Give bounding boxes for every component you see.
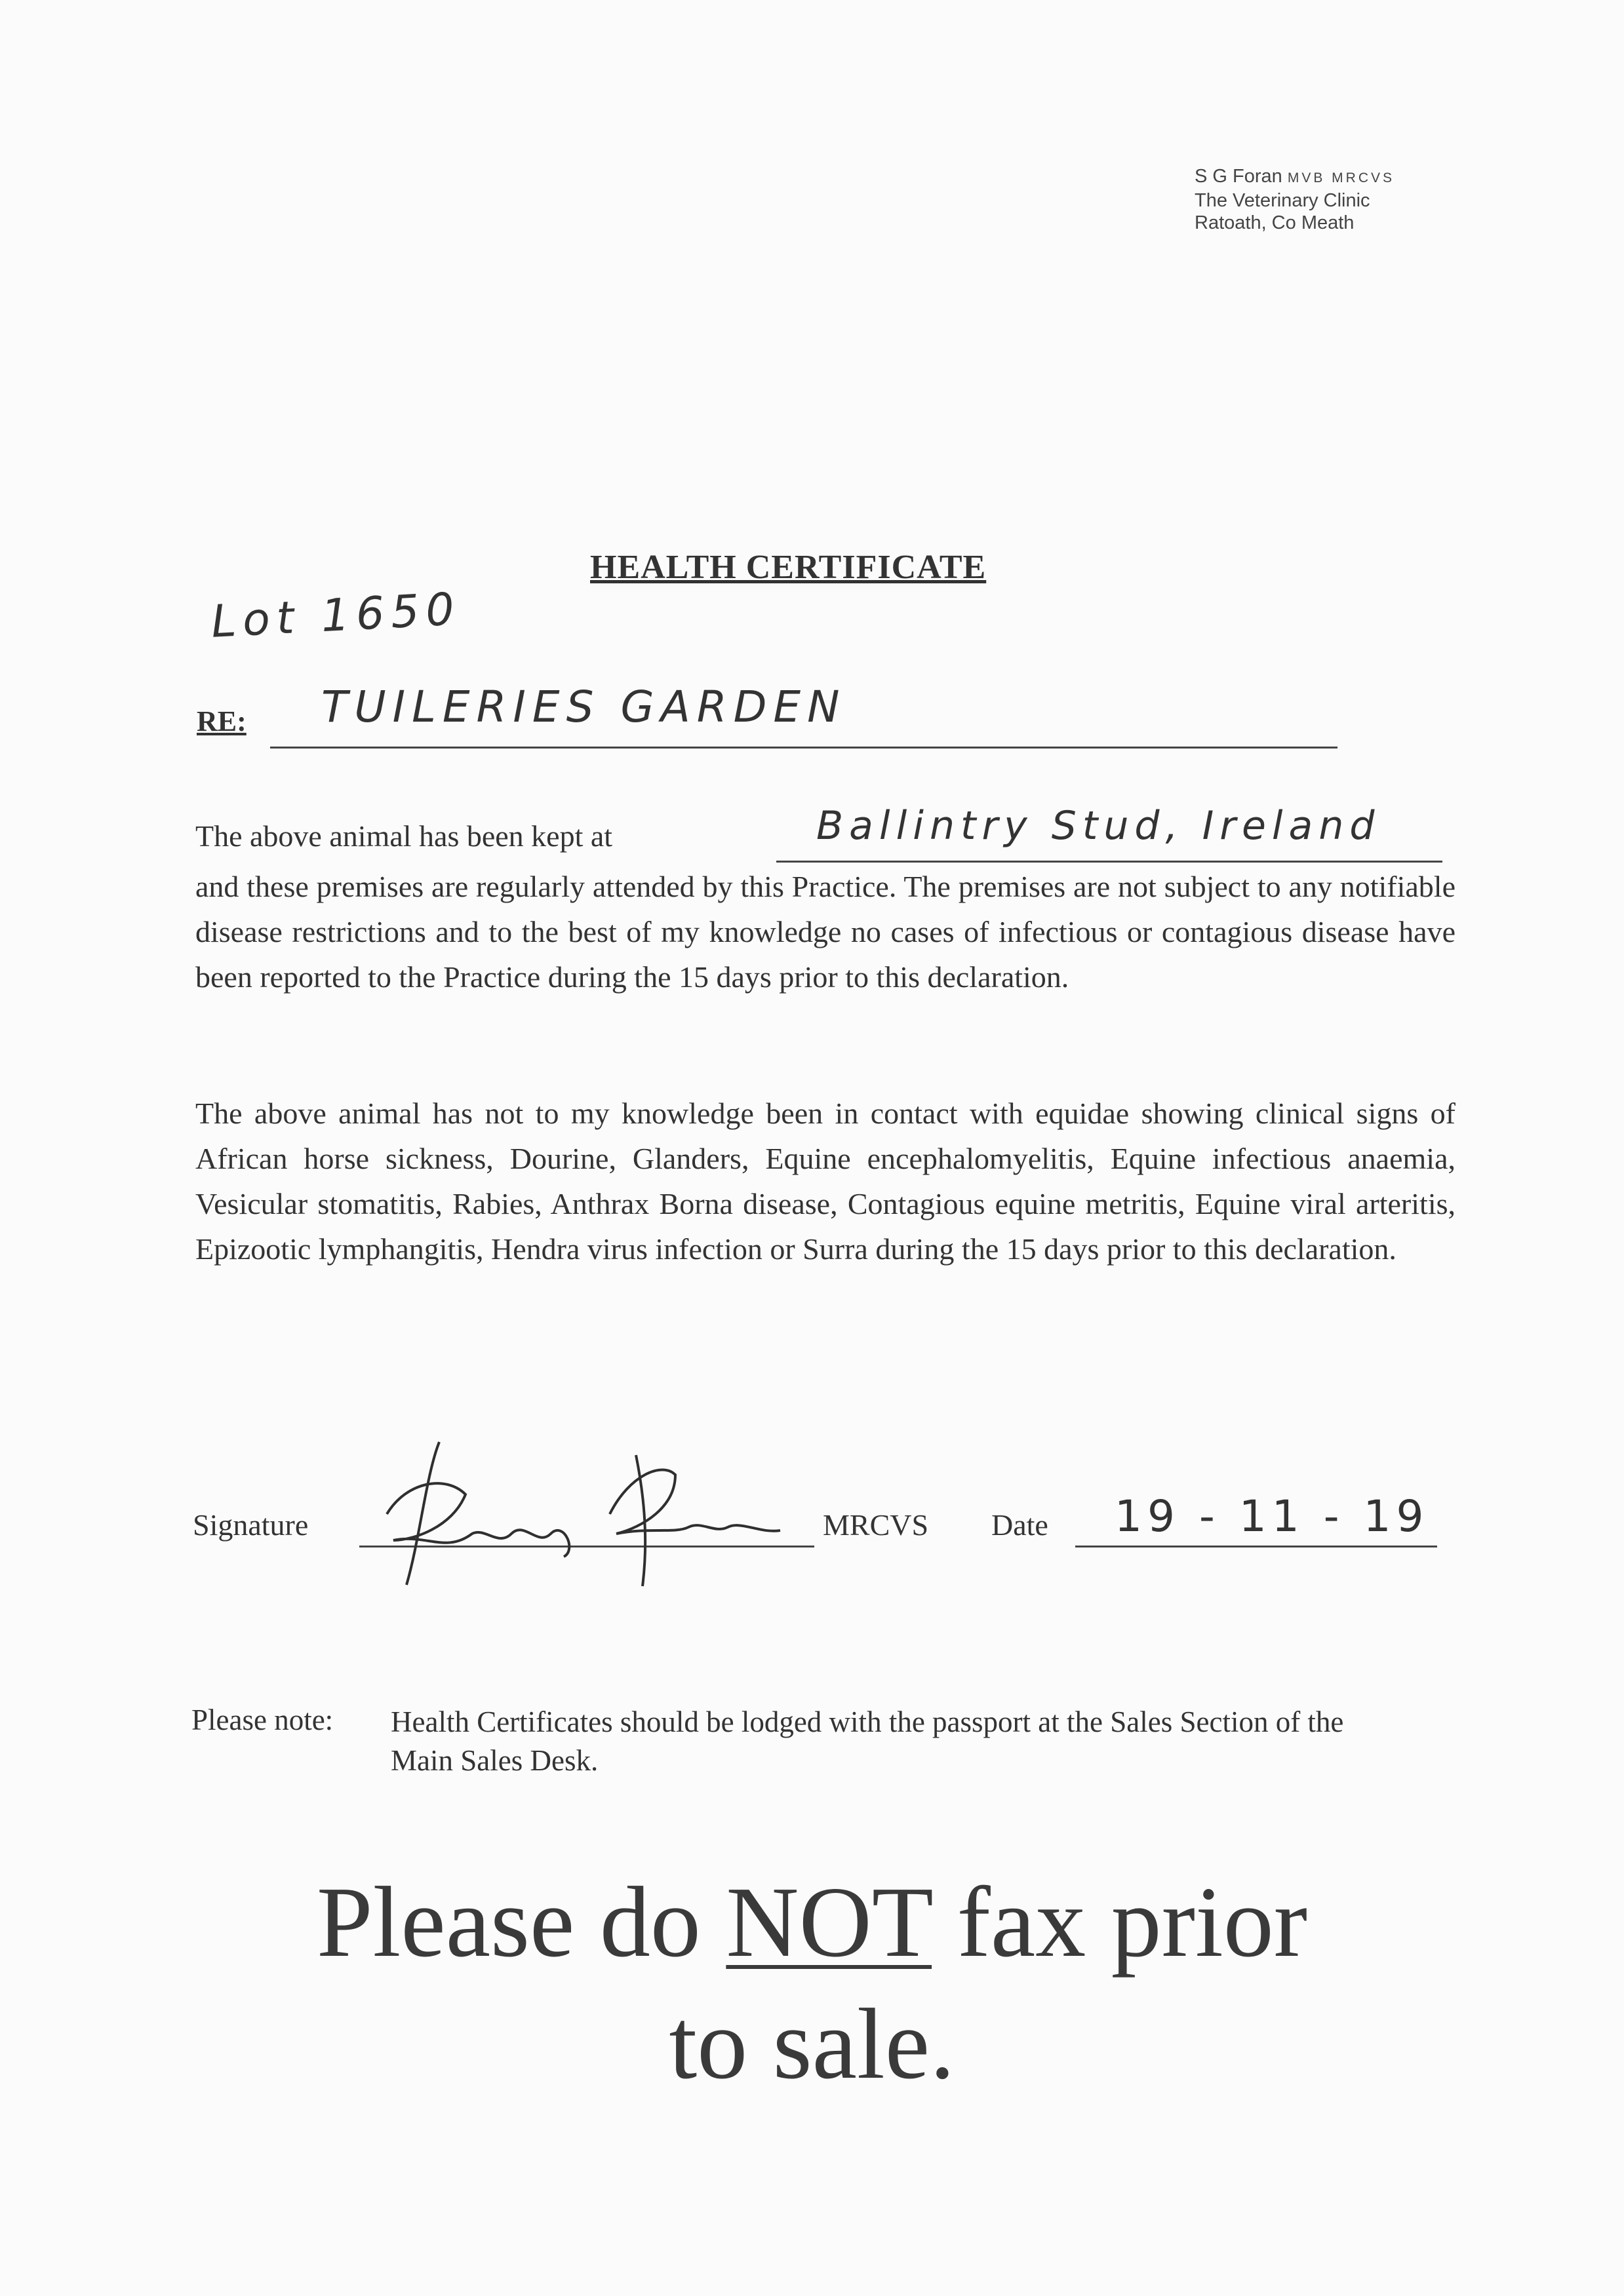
fax-notice-part-2: fax prior bbox=[932, 1867, 1308, 1978]
vet-name: S G Foran bbox=[1195, 166, 1282, 187]
handwritten-signature bbox=[367, 1435, 826, 1593]
letterhead-clinic: The Veterinary Clinic bbox=[1195, 190, 1370, 211]
re-label: RE: bbox=[197, 705, 247, 737]
handwritten-horse-name: TUILERIES GARDEN bbox=[321, 682, 846, 732]
fax-notice-line-1 bbox=[0, 1861, 1624, 1983]
kept-at-lead: The above animal has been kept at bbox=[195, 819, 613, 853]
date-label: Date bbox=[991, 1508, 1048, 1542]
note-text: Health Certificates should be lodged with the passport at the Sales Section of the Main Sales Desk. bbox=[391, 1705, 1344, 1777]
mrcvs-label: MRCVS bbox=[823, 1508, 929, 1542]
fax-notice bbox=[0, 1861, 1624, 2105]
fax-notice-emphasis: NOT bbox=[726, 1867, 932, 1978]
re-underline bbox=[270, 747, 1337, 749]
handwritten-premises: Ballintry Stud, Ireland bbox=[816, 803, 1381, 849]
date-line bbox=[1075, 1546, 1437, 1547]
premises-paragraph: and these premises are regularly attended by this Practice. The premises are not subject to any notifiable disease restrictions and to the best of my knowledge no cases of infectious or contagious disease have been reported to the Practice during the 15 days prior to this declaration. bbox=[195, 870, 1456, 994]
contact-declaration-paragraph: The above animal has not to my knowledge been in contact with equidae showing clinical signs of African horse sickness, Dourine, Glanders, Equine encephalomyelitis, Equine infectious anaemia, Vesicular stomatitis, Rabies, Anthrax Borna disease, Contagious equine metritis, Equine viral arteritis, Epizootic lymphangitis, Hendra virus infection or Surra during the 15 days prior to this declaration. bbox=[195, 1097, 1456, 1266]
fax-notice-part-1: Please do bbox=[316, 1867, 726, 1978]
signature-label: Signature bbox=[193, 1508, 309, 1542]
signature-text: Kerry Foran bbox=[597, 1586, 600, 1587]
letterhead-address: Ratoath, Co Meath bbox=[1195, 212, 1355, 233]
letterhead bbox=[1195, 165, 1395, 234]
note-label: Please note: bbox=[191, 1703, 334, 1736]
document-title: HEALTH CERTIFICATE bbox=[590, 549, 987, 586]
fax-notice-line-2: to sale. bbox=[669, 1989, 955, 2100]
handwritten-lot-number: Lot 1650 bbox=[210, 583, 462, 648]
vet-qualifications: MVB MRCVS bbox=[1287, 170, 1395, 185]
handwritten-date: 19 - 11 - 19 bbox=[1115, 1491, 1429, 1542]
letterhead-line-1 bbox=[1195, 165, 1395, 189]
kept-at-underline bbox=[776, 861, 1442, 863]
